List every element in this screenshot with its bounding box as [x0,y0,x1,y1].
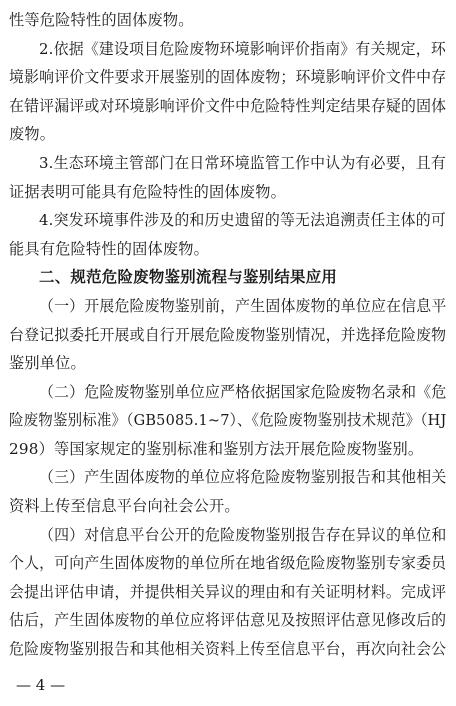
text-line: 废物。 [9,125,56,143]
text-line: 性等危险特性的固体废物。 [9,11,194,29]
section-heading: 二、规范危险废物鉴别流程与鉴别结果应用 [39,268,338,286]
list-item-4-line: 4.突发环境事件涉及的和历史遗留的等无法追溯责任主体的可 [39,211,446,229]
paragraph-4-line: （四）对信息平台公开的危险废物鉴别报告存在异议的单位和 [39,526,447,544]
text-line: 在错评漏评或对环境影响评价文件中危险特性判定结果存疑的固体 [9,97,447,115]
text-line: 鉴别单位。 [9,354,86,372]
list-item-3-line: 3.生态环境主管部门在日常环境监管工作中认为有必要，且有 [39,154,446,172]
paragraph-3-line: （三）产生固体废物的单位应将危险废物鉴别报告和其他相关 [39,468,447,486]
text-line: 能具有危险特性的固体废物。 [9,240,210,258]
text-line: 危险废物鉴别报告和其他相关资料上传至信息平台，再次向社会公 [9,640,447,658]
text-line: 资料上传至信息平台向社会公开。 [9,497,240,515]
text-line: 估后，产生固体废物的单位应将评估意见及按照评估意见修改后的 [9,611,447,629]
text-line: 险废物鉴别标准》（GB5085.1~7）、《危险废物鉴别技术规范》（HJ [9,411,447,429]
text-line: 境影响评价文件要求开展鉴别的固体废物；环境影响评价文件中存 [9,68,447,86]
text-line: 台登记拟委托开展或自行开展危险废物鉴别情况，并选择危险废物 [9,326,447,344]
text-line: 证据表明可能具有危险特性的固体废物。 [9,183,286,201]
text-line: 个人，可向产生固体废物的单位所在地省级危险废物鉴别专家委员 [9,554,447,572]
page-number: — 4 — [16,676,66,694]
paragraph-1-line: （一）开展危险废物鉴别前，产生固体废物的单位应在信息平 [39,297,447,315]
paragraph-2-line: （二）危险废物鉴别单位应严格依据国家危险废物名录和《危 [39,383,447,401]
list-item-2-line: 2.依据《建设项目危险废物环境影响评价指南》有关规定，环 [39,40,446,58]
text-line: 会提出评估申请，并提供相关异议的理由和有关证明材料。完成评 [9,583,447,601]
text-line: 298）等国家规定的鉴别标准和鉴别方法开展危险废物鉴别。 [9,440,424,458]
